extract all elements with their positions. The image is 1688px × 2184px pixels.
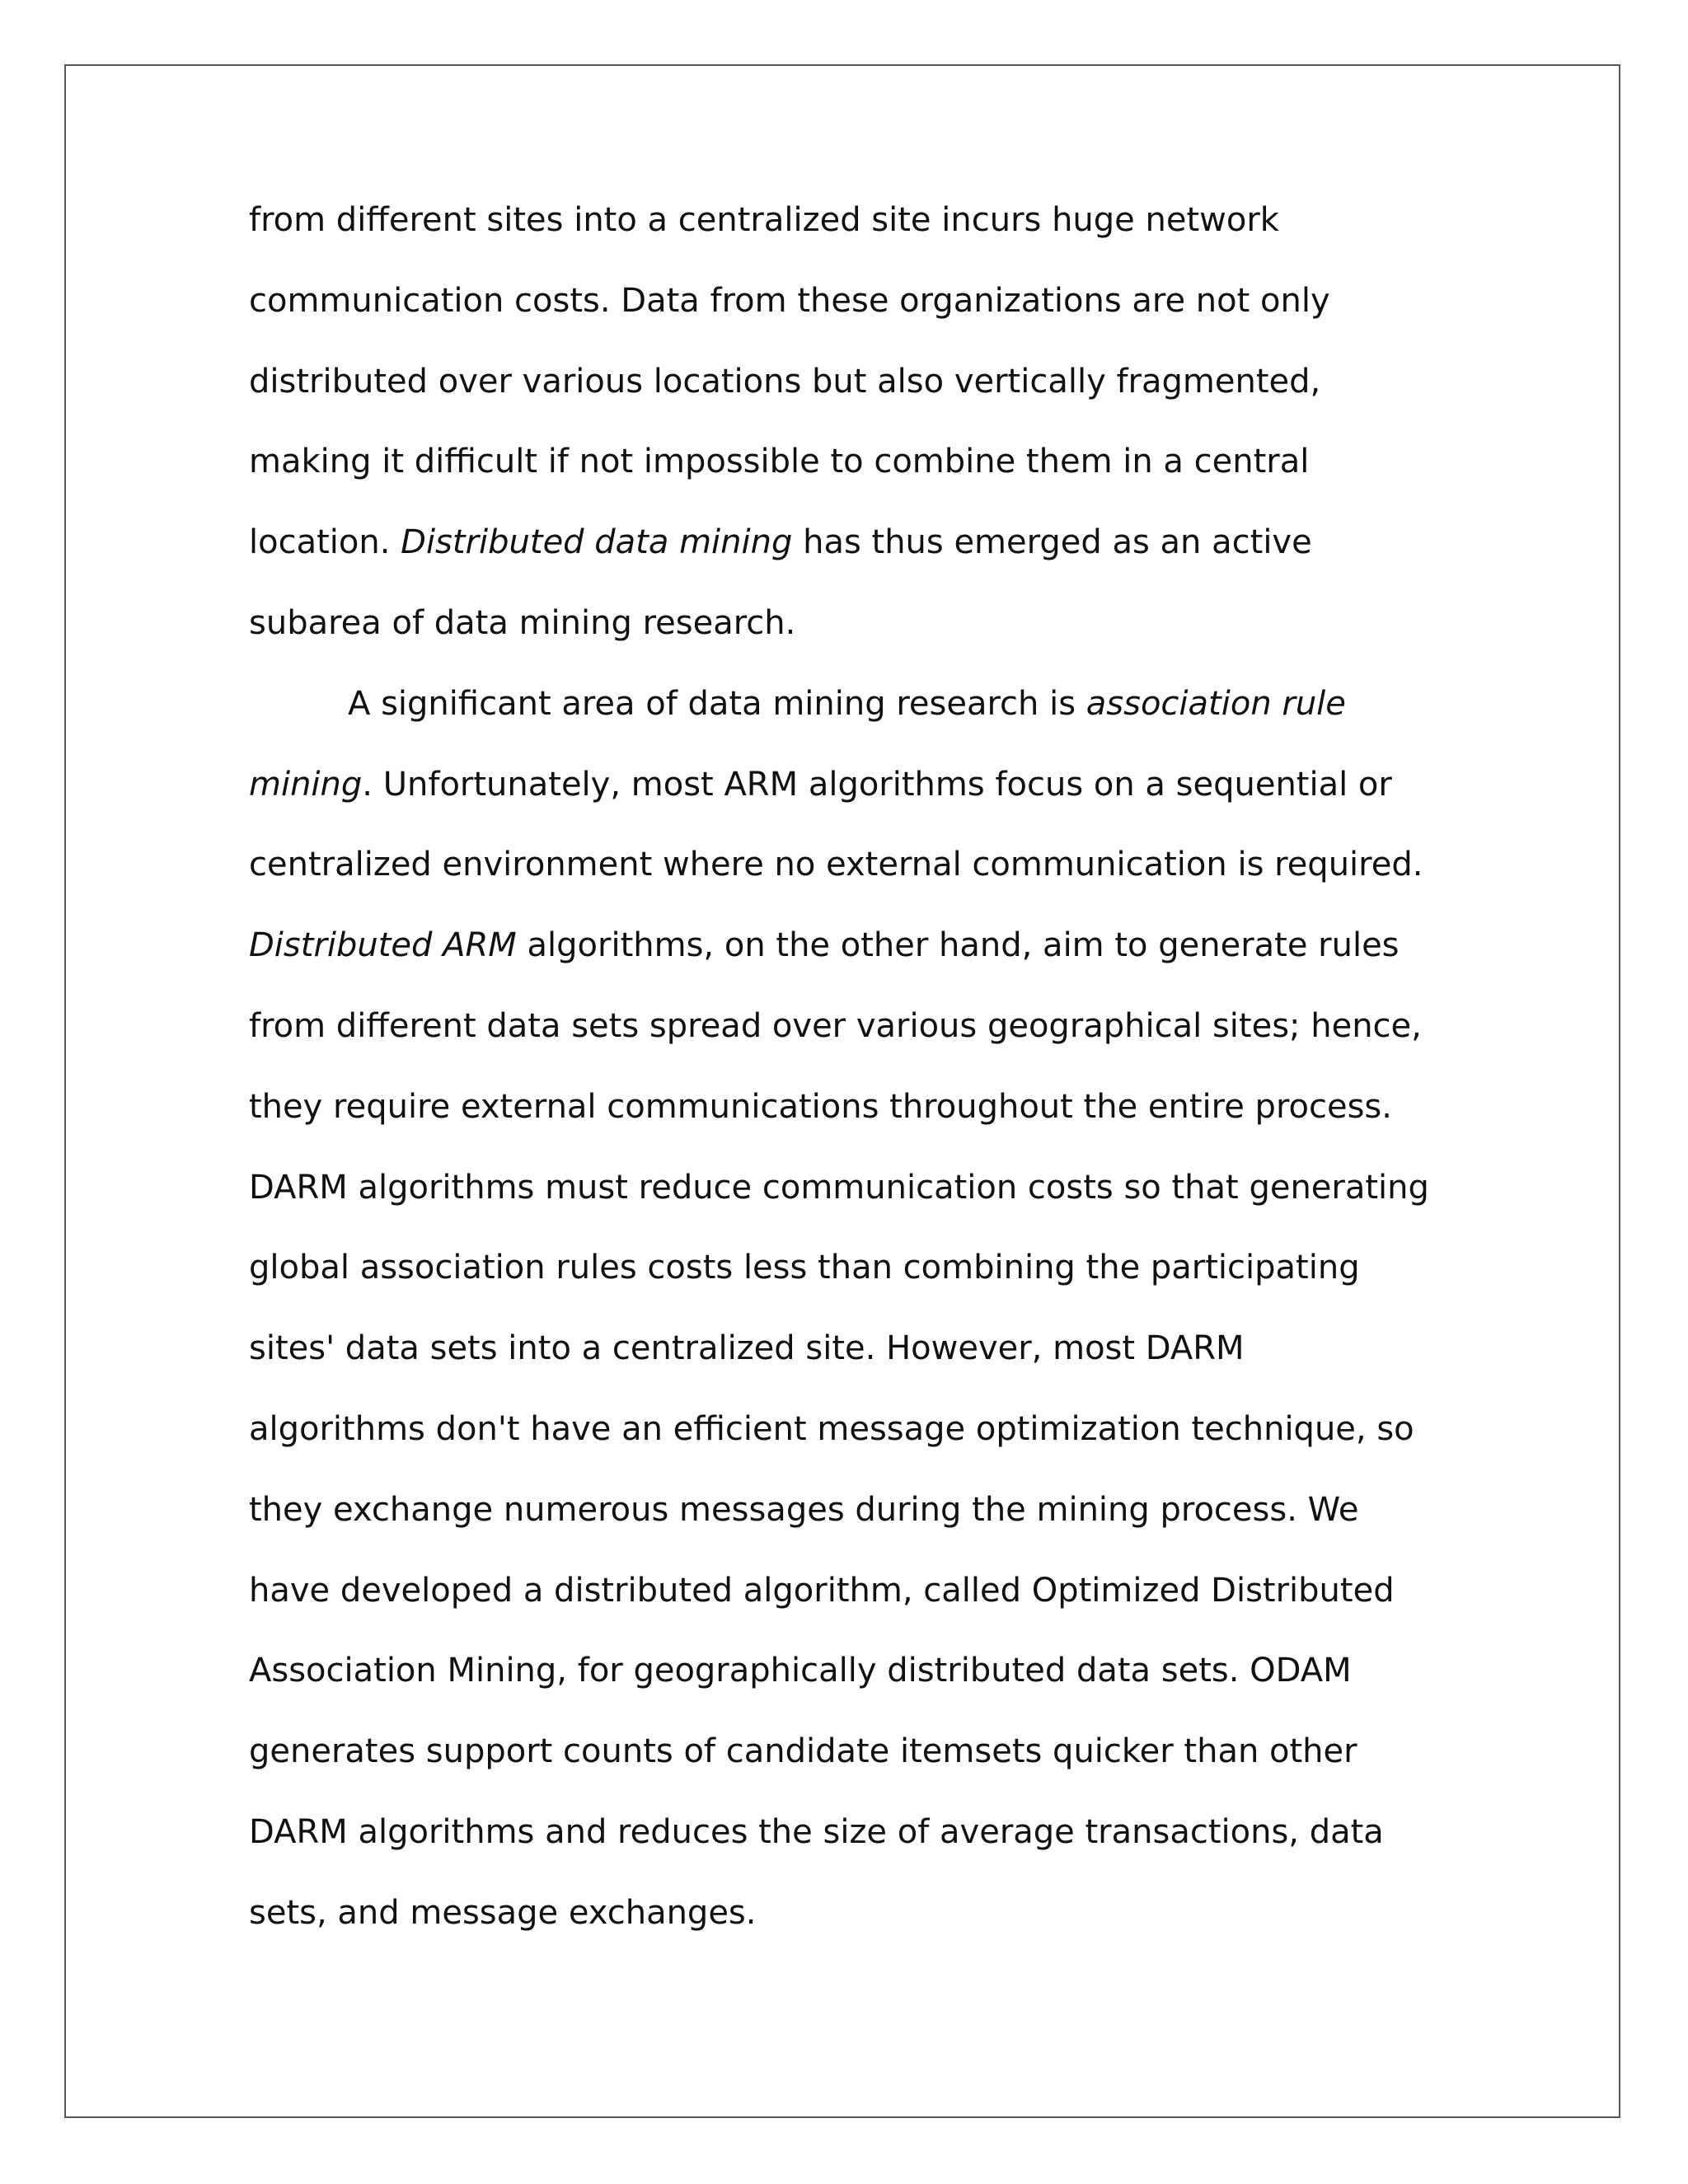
text-segment: Association Mining, for geographically distributed data sets. ODAM <box>249 1652 1352 1690</box>
text-segment: algorithms, on the other hand, aim to generate rules <box>516 926 1400 965</box>
text-segment: A significant area of data mining research is <box>348 684 1086 723</box>
text-segment: subarea of data mining research. <box>249 603 796 642</box>
text-line <box>249 1884 1535 1965</box>
text-line <box>249 836 1535 916</box>
text-line <box>249 353 1535 434</box>
text-segment: global association rules costs less than combining the participating <box>249 1249 1360 1287</box>
italic-term: Distributed data mining <box>401 523 793 562</box>
italic-term: mining <box>249 765 363 804</box>
italic-term: Distributed ARM <box>249 926 517 965</box>
text-line <box>249 916 1535 997</box>
text-segment: making it difficult if not impossible to combine them in a central <box>249 443 1310 481</box>
text-segment: they require external communications throughout the entire process. <box>249 1087 1392 1126</box>
body-text <box>249 191 1535 1965</box>
text-line <box>249 675 1535 756</box>
italic-term: association rule <box>1085 684 1346 723</box>
text-segment: communication costs. Data from these organizations are not only <box>249 281 1330 320</box>
text-line <box>249 1078 1535 1159</box>
text-line <box>249 1803 1535 1884</box>
text-segment: from different data sets spread over various geographical sites; hence, <box>249 1006 1422 1045</box>
text-segment: location. <box>249 523 401 562</box>
text-line <box>249 191 1535 272</box>
text-segment: generates support counts of candidate itemsets quicker than other <box>249 1732 1357 1771</box>
text-line <box>249 1481 1535 1562</box>
text-segment: DARM algorithms must reduce communication costs so that generating <box>249 1168 1429 1207</box>
text-segment: sites' data sets into a centralized site. However, most DARM <box>249 1329 1245 1368</box>
text-line <box>249 1722 1535 1803</box>
text-line <box>249 513 1535 594</box>
text-segment: distributed over various locations but also vertically fragmented, <box>249 362 1321 401</box>
text-line <box>249 756 1535 837</box>
text-line <box>249 1400 1535 1481</box>
text-segment: DARM algorithms and reduces the size of average transactions, data <box>249 1812 1384 1851</box>
text-segment: algorithms don't have an efficient message optimization technique, so <box>249 1409 1414 1448</box>
text-segment: have developed a distributed algorithm, called Optimized Distributed <box>249 1571 1395 1610</box>
text-segment: centralized environment where no external communication is required. <box>249 846 1423 884</box>
text-segment: they exchange numerous messages during the mining process. We <box>249 1490 1359 1529</box>
text-line <box>249 997 1535 1078</box>
text-line <box>249 594 1535 675</box>
text-segment: has thus emerged as an active <box>792 523 1312 562</box>
text-line <box>249 1642 1535 1722</box>
text-segment: sets, and message exchanges. <box>249 1893 757 1932</box>
text-line <box>249 1562 1535 1643</box>
text-segment: from different sites into a centralized site incurs huge network <box>249 201 1279 239</box>
text-line <box>249 433 1535 513</box>
text-segment: . Unfortunately, most ARM algorithms focus on a sequential or <box>362 765 1392 804</box>
text-line <box>249 1319 1535 1400</box>
text-line <box>249 1239 1535 1319</box>
text-line <box>249 272 1535 353</box>
text-line <box>249 1159 1535 1240</box>
